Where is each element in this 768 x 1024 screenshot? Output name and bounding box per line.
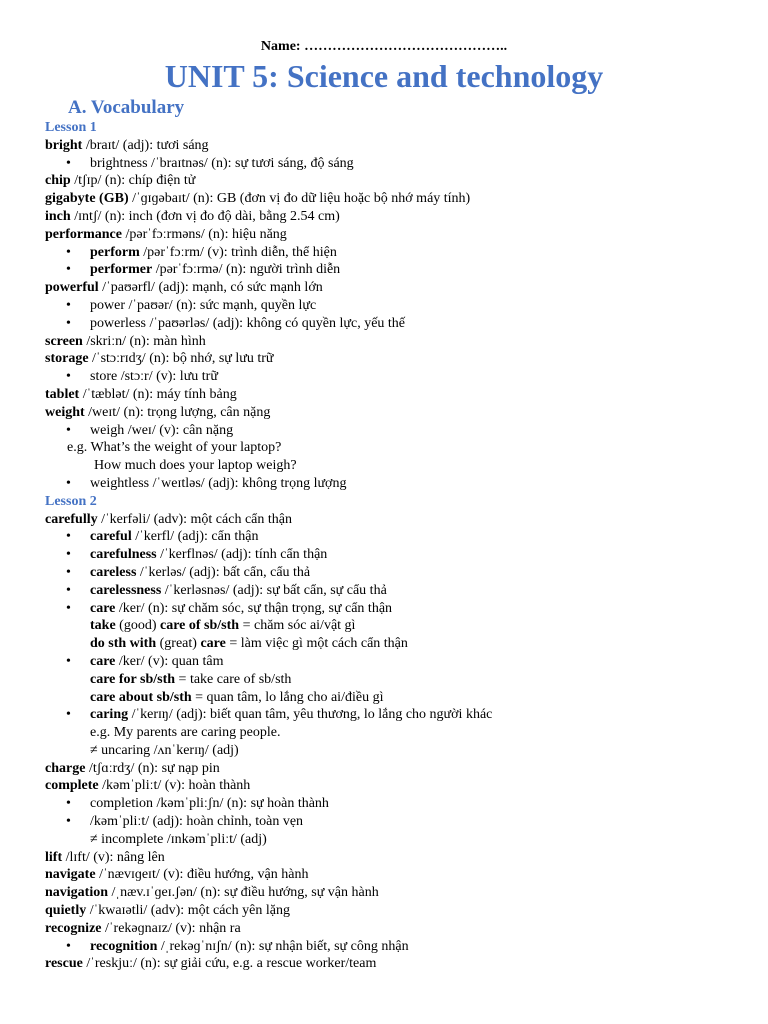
vocab-definition: /skriːn/ (n): màn hình [82, 333, 206, 349]
vocab-note-line [45, 671, 745, 689]
vocab-entry [45, 333, 745, 351]
vocab-word: chip [45, 173, 71, 189]
vocab-note-line [45, 742, 745, 760]
vocab-word: bright [45, 137, 83, 153]
vocab-entry [45, 404, 745, 422]
vocab-definition: /lɪft/ (v): nâng lên [62, 849, 165, 865]
vocab-definition: /ˈstɔːrɪdʒ/ (n): bộ nhớ, sự lưu trữ [88, 351, 274, 367]
vocab-subentry [45, 564, 745, 582]
vocab-definition: /ˈkerləs/ (adj): bất cẩn, cẩu thả [136, 564, 311, 580]
section-heading: A. Vocabulary [68, 97, 185, 118]
vocab-subentry [45, 368, 745, 386]
vocab-definition: How much does your laptop weigh? [94, 458, 297, 474]
vocab-entry [45, 226, 745, 244]
vocab-subentry [45, 795, 745, 813]
vocab-entry [45, 208, 745, 226]
vocab-definition: powerless /ˈpaʊərləs/ (adj): không có quyền lực, yếu thế [90, 315, 406, 331]
vocab-example [45, 439, 745, 457]
vocab-word: performance [45, 226, 122, 242]
vocab-word: carefulness [90, 547, 157, 563]
vocab-definition: weigh /weɪ/ (v): cân nặng [90, 422, 234, 438]
vocab-word: navigation [45, 885, 109, 901]
vocab-subentry [45, 653, 745, 671]
vocab-definition: /pərˈfɔːrmə/ (n): người trình diễn [152, 262, 341, 278]
vocab-definition: /ˈkerɪŋ/ (adj): biết quan tâm, yêu thương, lo lắng cho người khác [128, 707, 493, 723]
vocab-subentry [45, 422, 745, 440]
vocab-definition: /ˈpaʊərfl/ (adj): mạnh, có sức mạnh lớn [98, 280, 323, 296]
vocab-definition: /weɪt/ (n): trọng lượng, cân nặng [84, 404, 271, 420]
vocab-entry [45, 350, 745, 368]
vocab-word: gigabyte (GB) [45, 191, 129, 207]
vocab-entry [45, 849, 745, 867]
vocab-entry [45, 279, 745, 297]
vocab-example [45, 457, 745, 475]
vocab-definition: e.g. What’s the weight of your laptop? [67, 440, 282, 456]
vocab-phrase: do sth with [90, 636, 157, 652]
vocab-word: screen [45, 333, 83, 349]
vocab-text: = quan tâm, lo lắng cho ai/điều gì [191, 689, 384, 705]
vocab-entry [45, 955, 745, 973]
lesson-heading: Lesson 1 [45, 120, 97, 135]
vocab-definition: /tʃɪp/ (n): chíp điện tử [70, 173, 196, 189]
vocabulary-list [45, 119, 745, 973]
vocab-subentry [45, 546, 745, 564]
vocab-word: lift [45, 849, 63, 865]
vocab-definition: store /stɔːr/ (v): lưu trữ [90, 369, 218, 385]
vocab-definition: /kəmˈpliːt/ (v): hoàn thành [98, 778, 251, 794]
vocab-definition: /ˌnæv.ɪˈɡeɪ.ʃən/ (n): sự điều hướng, sự vận hành [108, 885, 379, 901]
vocab-entry [45, 172, 745, 190]
vocab-note-line [45, 689, 745, 707]
name-field-line: Name: …………………………………….. [260, 39, 508, 54]
vocab-word: recognize [45, 920, 102, 936]
vocab-entry [45, 137, 745, 155]
vocab-subentry [45, 813, 745, 831]
vocab-definition: /ˈrekəɡnaɪz/ (v): nhận ra [101, 920, 241, 936]
vocab-subentry [45, 261, 745, 279]
vocab-definition: brightness /ˈbraɪtnəs/ (n): sự tươi sáng, độ sáng [90, 155, 354, 171]
vocab-word: carefully [45, 511, 98, 527]
vocab-text: e.g. My parents are caring people. [90, 725, 281, 741]
vocab-note-line [45, 724, 745, 742]
vocab-definition: /ˌrekəɡˈnɪʃn/ (n): sự nhận biết, sự công nhận [157, 938, 409, 954]
vocab-subentry [45, 475, 745, 493]
vocab-entry [45, 190, 745, 208]
vocab-text: (great) [156, 636, 201, 652]
vocab-subentry [45, 155, 745, 173]
vocab-subentry [45, 297, 745, 315]
vocab-definition: /ˈkerfəli/ (adv): một cách cẩn thận [97, 511, 292, 527]
vocab-definition: completion /kəmˈpliːʃn/ (n): sự hoàn thành [90, 796, 329, 812]
vocab-subentry [45, 938, 745, 956]
page-title: UNIT 5: Science and technology [164, 58, 604, 94]
vocab-definition: /ˈkwaɪətli/ (adv): một cách yên lặng [86, 903, 290, 919]
vocab-note-line [45, 635, 745, 653]
vocab-word: recognition [90, 938, 158, 954]
vocab-phrase: care [200, 636, 226, 652]
vocab-word: carelessness [90, 582, 162, 598]
vocab-text: = take care of sb/sth [175, 671, 292, 687]
vocab-word: care [90, 653, 116, 669]
vocab-definition: weightless /ˈweɪtləs/ (adj): không trọng lượng [90, 475, 347, 491]
vocab-text: (good) [115, 618, 160, 634]
vocab-subentry [45, 528, 745, 546]
vocab-phrase: care for sb/sth [90, 671, 176, 687]
vocab-subentry [45, 600, 745, 618]
vocab-word: charge [45, 760, 86, 776]
vocab-definition: /ˈtæblət/ (n): máy tính bảng [79, 386, 237, 402]
vocab-entry [45, 920, 745, 938]
vocab-entry [45, 760, 745, 778]
vocab-definition: /pərˈfɔːrməns/ (n): hiệu năng [121, 226, 287, 242]
vocab-phrase: take [90, 618, 116, 634]
vocab-entry [45, 884, 745, 902]
vocab-definition: /ˈɡɪɡəbaɪt/ (n): GB (đơn vị đo dữ liệu hoặc bộ nhớ máy tính) [128, 191, 471, 207]
vocab-definition: /ˈkerfl/ (adj): cẩn thận [131, 529, 259, 545]
vocab-word: careful [90, 529, 132, 545]
vocab-entry [45, 866, 745, 884]
vocab-word: performer [90, 262, 153, 278]
vocab-definition: /braɪt/ (adj): tươi sáng [82, 137, 209, 153]
vocab-definition: /ker/ (v): quan tâm [115, 653, 224, 669]
vocab-word: caring [90, 707, 129, 723]
vocab-word: powerful [45, 280, 99, 296]
vocab-word: navigate [45, 867, 96, 883]
vocab-word: tablet [45, 386, 80, 402]
vocab-word: complete [45, 778, 99, 794]
vocab-definition: /pərˈfɔːrm/ (v): trình diễn, thể hiện [139, 244, 337, 260]
vocab-subentry [45, 244, 745, 262]
vocab-subentry [45, 315, 745, 333]
vocab-phrase: care about sb/sth [90, 689, 192, 705]
vocab-definition: /ˈkerləsnəs/ (adj): sự bất cẩn, sự cẩu thả [161, 582, 387, 598]
vocab-word: storage [45, 351, 89, 367]
vocab-definition: /kəmˈpliːt/ (adj): hoàn chỉnh, toàn vẹn [90, 814, 304, 830]
vocab-definition: /ˈreskjuː/ (n): sự giải cứu, e.g. a rescue worker/team [82, 956, 377, 972]
vocab-entry [45, 511, 745, 529]
vocab-word: perform [90, 244, 140, 260]
vocab-word: care [90, 600, 116, 616]
vocab-note-line [45, 617, 745, 635]
vocab-text: ≠ uncaring /ʌnˈkerɪŋ/ (adj) [90, 742, 239, 758]
vocab-entry [45, 902, 745, 920]
vocab-definition: power /ˈpaʊər/ (n): sức mạnh, quyền lực [90, 297, 317, 313]
vocab-definition: /ker/ (n): sự chăm sóc, sự thận trọng, sự cẩn thận [115, 600, 393, 616]
vocab-word: weight [45, 404, 85, 420]
vocab-definition: /tʃɑːrdʒ/ (n): sự nạp pin [85, 760, 220, 776]
vocab-word: rescue [45, 956, 83, 972]
vocab-definition: /ˈkerflnəs/ (adj): tính cẩn thận [156, 547, 328, 563]
vocab-text: ≠ incomplete /ɪnkəmˈpliːt/ (adj) [90, 831, 267, 847]
vocab-phrase: care of sb/sth [160, 618, 240, 634]
vocab-entry [45, 386, 745, 404]
vocab-subentry [45, 582, 745, 600]
vocab-text: = làm việc gì một cách cẩn thận [225, 636, 408, 652]
vocab-word: careless [90, 564, 137, 580]
vocab-note-line [45, 831, 745, 849]
vocab-word: quietly [45, 903, 87, 919]
lesson-heading: Lesson 2 [45, 493, 97, 509]
vocab-entry [45, 777, 745, 795]
vocab-text: = chăm sóc ai/vật gì [239, 618, 356, 634]
vocab-definition: /ɪntʃ/ (n): inch (đơn vị đo độ dài, bằng 2.54 cm) [70, 208, 340, 224]
vocab-subentry [45, 706, 745, 724]
vocab-definition: /ˈnævɪɡeɪt/ (v): điều hướng, vận hành [95, 867, 309, 883]
vocab-word: inch [45, 208, 71, 224]
